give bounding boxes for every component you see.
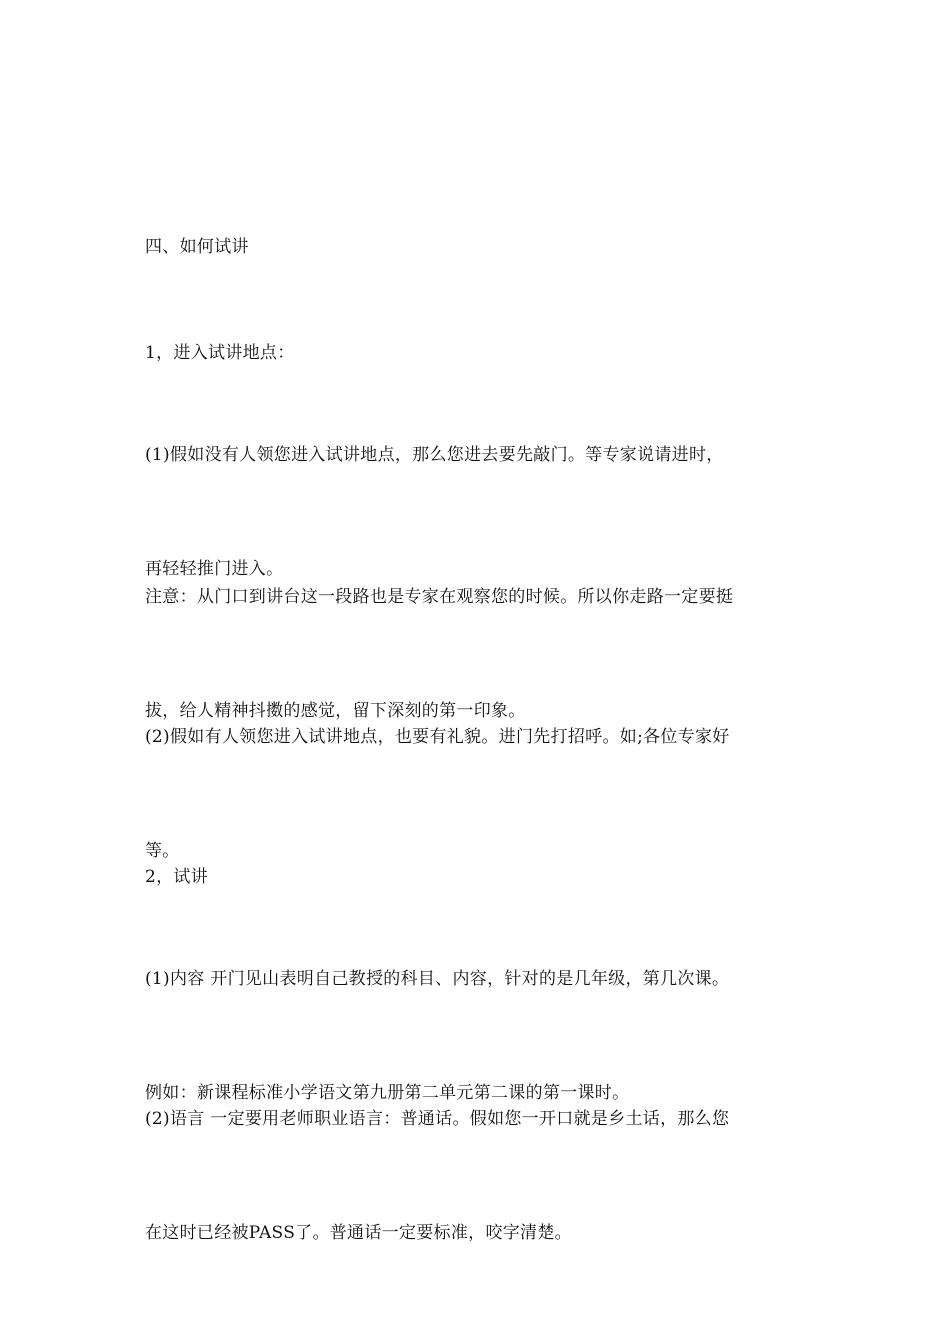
paragraph-line: 注意：从门口到讲台这一段路也是专家在观察您的时候。所以你走路一定要挺 bbox=[145, 587, 734, 607]
step2-heading-text: 2，试讲 bbox=[145, 867, 209, 887]
paragraph-line: 拔，给人精神抖擞的感觉，留下深刻的第一印象。 bbox=[145, 701, 526, 721]
step1-heading-text: 1，进入试讲地点： bbox=[145, 343, 295, 363]
step2-item2-paragraph bbox=[145, 1024, 810, 1328]
paragraph-line: (1)假如没有人领您进入试讲地点，那么您进去要先敲门。等专家说请进时， bbox=[145, 445, 724, 465]
paragraph-line: 在这时已经被PASS了。普通话一定要标准，咬字清楚。 bbox=[145, 1223, 572, 1243]
paragraph-line: (2)语言 一定要用老师职业语言：普通话。假如您一开口就是乡土话，那么您 bbox=[145, 1109, 730, 1129]
paragraph-line: (1)内容 开门见山表明自己教授的科目、内容，针对的是几年级，第几次课。 bbox=[145, 969, 730, 989]
paragraph-line: 再轻轻推门进入。 bbox=[145, 559, 284, 579]
paragraph-line: (2)假如有人领您进入试讲地点，也要有礼貌。进门先打招呼。如;各位专家好 bbox=[145, 727, 730, 747]
paragraph-line: 例如：新课程标准小学语文第九册第二单元第二课的第一课时。 bbox=[145, 1083, 630, 1103]
paragraph-line: 等。 bbox=[145, 841, 180, 861]
section-heading-text: 四、如何试讲 bbox=[145, 237, 249, 257]
